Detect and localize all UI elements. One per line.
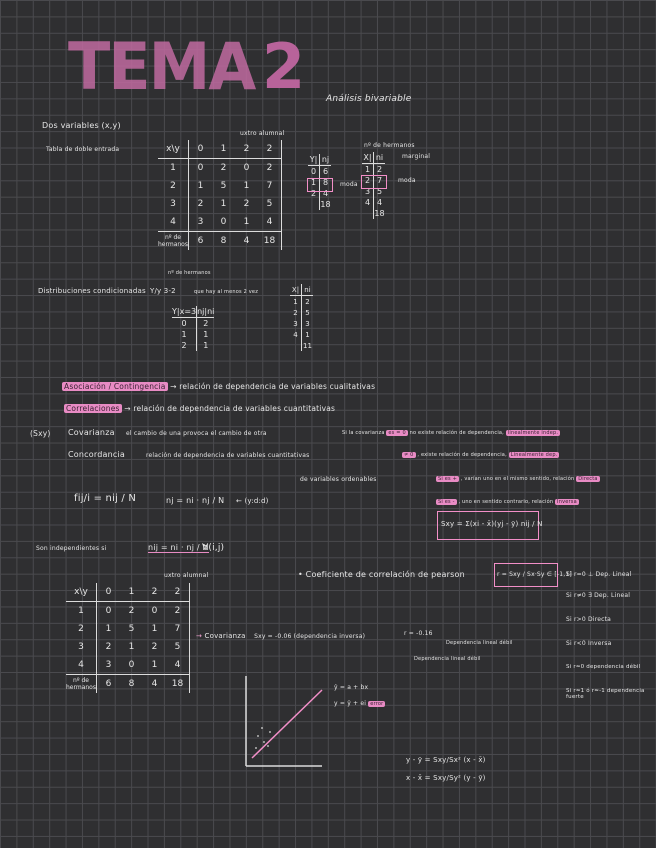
total-cell: 8	[120, 675, 143, 694]
cell: 6	[322, 167, 329, 176]
cell: 1	[203, 330, 209, 339]
cell: 2	[290, 307, 302, 318]
scatter-point	[263, 741, 265, 743]
cell: 1	[220, 199, 227, 209]
cell: 1	[105, 624, 112, 634]
r-value: r = -0.16	[404, 630, 433, 637]
scatter-point	[269, 731, 271, 733]
col-header: 1	[212, 140, 235, 159]
cell: 0	[243, 163, 250, 173]
cell: 5	[128, 624, 135, 634]
cell: 0	[197, 163, 204, 173]
note-highlight: Inversa	[557, 499, 577, 505]
independent-label: Son independientes si	[36, 545, 107, 552]
total-cell: 6	[96, 675, 120, 694]
row-header: 3	[66, 638, 96, 656]
scatter-point	[261, 727, 263, 729]
total-label: nº de hermanos	[158, 232, 188, 251]
scatter-point	[267, 745, 269, 747]
covarianza-desc: el cambio de una provoca el cambio de otra	[126, 430, 267, 437]
conditional-top-note: nº de hermanos	[168, 270, 211, 276]
table1-annotation: uxtro alumnal	[240, 130, 285, 137]
covar-note-2: Dependencia lineal débil	[414, 656, 481, 662]
col-header: 0	[96, 583, 120, 602]
independent-formula: nij = ni · nj / N	[148, 543, 209, 552]
concordancia-desc: relación de dependencia de variables cuantitativas	[146, 452, 310, 459]
note-text: no existe relación de dependencia,	[409, 430, 504, 436]
cell: 5	[166, 638, 190, 656]
error-tag: error	[370, 701, 384, 707]
pearson-label: • Coeficiente de correlación de pearson	[298, 570, 465, 579]
header: ni	[374, 152, 386, 164]
conditional-frequency-formula: fij/i = nij / N	[74, 493, 137, 504]
table-corner: x\y	[158, 140, 188, 159]
cell: 5	[305, 308, 310, 317]
note-text: , varían uno en el mismo sentido, relación	[460, 476, 575, 482]
cell: 1	[290, 296, 302, 308]
cell: 1	[197, 181, 204, 191]
cell: 2	[128, 606, 135, 616]
cell: 2	[197, 199, 204, 209]
covarianza-title: Covarianza	[68, 428, 115, 437]
row-header: 1	[158, 159, 188, 178]
cell: 2	[172, 340, 197, 351]
note-text: , existe relación de dependencia,	[417, 452, 507, 458]
cell: 2	[258, 159, 282, 178]
correlacion-line: Correlaciones → relación de dependencia de variables cuantitativas	[66, 404, 336, 413]
regression-line	[252, 690, 322, 758]
page-title-number: 2	[262, 30, 306, 103]
note-highlight: ≠ 0	[404, 452, 414, 458]
cell: 1	[243, 181, 250, 191]
cell: 2	[243, 199, 250, 209]
col-header: 2	[143, 583, 166, 602]
total-label: nº de hermanos	[66, 675, 96, 694]
total-cell: 18	[258, 232, 282, 251]
row-header: 2	[158, 177, 188, 195]
cell: 0	[308, 166, 320, 178]
table-corner: x\y	[66, 583, 96, 602]
cell: 3	[290, 318, 302, 329]
cell: 5	[376, 187, 383, 196]
cell: 4	[258, 213, 282, 232]
cell: 1	[362, 164, 374, 176]
total-cell: 18	[166, 675, 190, 694]
covar-note-1: Dependencia lineal débil	[446, 640, 513, 646]
concordancia-title: Concordancia	[68, 450, 125, 459]
covar-example: → Covarianza Sxy = -0.06 (dependencia inversa)	[196, 632, 366, 640]
eq2-text: y = ŷ + ei	[334, 700, 367, 707]
nj-formula: nj = ni · nj / N	[166, 496, 225, 505]
moda-label-2: moda	[398, 177, 416, 184]
regression-eq-1: ŷ = a + bx	[334, 684, 369, 691]
note-highlight: linealmente indep.	[507, 430, 559, 436]
page-title: TEMA	[68, 28, 255, 105]
forall-label: ∀(i,j)	[202, 543, 225, 553]
header: Y|x=3	[172, 307, 197, 316]
cell: 0	[128, 660, 135, 670]
cell: 0	[105, 606, 112, 616]
asociacion-desc: relación de dependencia de variables cualitativas	[179, 382, 376, 391]
header: nj|ni	[197, 307, 215, 316]
two-variables-label: Dos variables (x,y)	[42, 121, 121, 130]
cell: 4	[376, 198, 383, 207]
regression-xx: x - x̄ = Sxy/Sy² (y - ȳ)	[406, 774, 486, 782]
total-cell: 6	[188, 232, 212, 251]
header: X|	[363, 153, 372, 162]
cell: 3	[197, 217, 204, 227]
regression-yy: y - ȳ = Sxy/Sx² (x - x̄)	[406, 756, 486, 764]
correlacion-highlight: Correlaciones	[66, 404, 120, 413]
pearson-r-near0: Si r≃0 dependencia débil	[566, 664, 641, 670]
pearson-r-lt0: Si r<0 Inversa	[566, 640, 612, 647]
cell: 1	[308, 177, 320, 188]
row-header: 4	[66, 656, 96, 675]
nj-arrow-note: ← (y:d:d)	[236, 497, 269, 505]
col-header: 2	[166, 583, 190, 602]
conditional-label: Distribuciones condicionadas	[38, 287, 146, 295]
cell: 4	[322, 189, 329, 198]
pearson-formula: r = Sxy / Sx·Sy ∈ [-1,1]	[497, 571, 572, 578]
scatter-point	[257, 735, 259, 737]
header: X|	[290, 284, 302, 296]
page-subtitle: Análisis bivariable	[326, 94, 412, 104]
moda-label: moda	[340, 181, 358, 188]
covar-value: Sxy = -0.06 (dependencia inversa)	[254, 633, 366, 640]
header: Y|	[308, 154, 320, 166]
row-header: 4	[158, 213, 188, 232]
hermanos-label: nº de hermanos	[364, 142, 415, 149]
col-header: 2	[235, 140, 258, 159]
sxy-formula: Sxy = Σ(xi - x̄)(yj - ȳ) nij / N	[441, 520, 543, 528]
cell: 1	[151, 624, 158, 634]
cell: 2	[203, 319, 209, 328]
cell: 2	[308, 188, 320, 199]
note-text: , uno en sentido contrario, relación	[458, 499, 554, 505]
cell: 1	[305, 330, 310, 339]
asociacion-highlight: Asociación / Contingencia	[64, 382, 166, 391]
total: 11	[303, 341, 312, 350]
note-text: Si la covarianza	[342, 430, 385, 436]
cell: 7	[258, 177, 282, 195]
covar-label: Covarianza	[204, 632, 246, 640]
cell: 1	[243, 217, 250, 227]
conditional-note: que hay al menos 2 vez	[194, 289, 259, 295]
cell: 0	[220, 217, 227, 227]
cell: 1	[151, 660, 158, 670]
pearson-r-near1: Si r≃1 ó r≃-1 dependencia fuerte	[566, 688, 645, 700]
note-highlight: Si es -	[438, 499, 455, 505]
pearson-r-gt0: Si r>0 Directa	[566, 616, 612, 623]
ordenables-label: de variables ordenables	[300, 476, 377, 483]
cell: 2	[220, 163, 227, 173]
cell: 2	[166, 602, 190, 621]
note-highlight: Directa	[578, 476, 598, 482]
correlacion-desc: relación de dependencia de variables cuantitativas	[133, 404, 336, 413]
note-highlight: es = 0	[388, 430, 406, 436]
total-cell: 4	[143, 675, 166, 694]
total: 18	[320, 200, 331, 209]
cell: 3	[305, 319, 310, 328]
cell: 5	[258, 195, 282, 213]
regression-eq-2	[334, 700, 385, 707]
col-header: 2	[258, 140, 282, 159]
total: 18	[374, 209, 385, 218]
asociacion-line: Asociación / Contingencia → relación de dependencia de variables cualitativas	[64, 382, 376, 391]
cell: 3	[105, 660, 112, 670]
arrow-text: (y:d:d)	[244, 497, 269, 505]
note-highlight: Linealmente dep.	[510, 452, 558, 458]
cell: 0	[151, 606, 158, 616]
cell: 7	[376, 176, 383, 185]
sxy-label: (Sxy)	[30, 429, 51, 438]
row-header: 3	[158, 195, 188, 213]
cell: 0	[172, 318, 197, 330]
cell: 2	[105, 642, 112, 652]
header: ni	[302, 284, 314, 296]
cell: 5	[220, 181, 227, 191]
note-highlight: Si es +	[438, 476, 458, 482]
row-header: 1	[66, 602, 96, 621]
cell: 7	[166, 620, 190, 638]
cell: 4	[166, 656, 190, 675]
col-header: 1	[120, 583, 143, 602]
cell: 4	[362, 197, 374, 208]
scatter-point	[255, 747, 257, 749]
cell: 1	[128, 642, 135, 652]
cell: 2	[151, 642, 158, 652]
total-cell: 8	[212, 232, 235, 251]
col-header: 0	[188, 140, 212, 159]
cell: 2	[376, 165, 383, 174]
cell: 2	[305, 297, 310, 306]
cell: 4	[290, 329, 302, 340]
conditional-formula: Y/y 3-2	[150, 287, 176, 295]
row-header: 2	[66, 620, 96, 638]
marginal-label: marginal	[402, 153, 431, 160]
cell: 1	[203, 341, 209, 350]
cell: 3	[362, 186, 374, 197]
cell: 1	[172, 329, 197, 340]
header: nj	[320, 154, 332, 166]
pearson-r-eq0: Si r=0 ⊥ Dep. Lineal	[566, 571, 632, 578]
table2-annotation: uxtro alumnal	[164, 572, 209, 579]
pearson-text: Coeficiente de correlación de pearson	[305, 570, 465, 579]
pearson-r-ne0: Si r≠0 ∃ Dep. Lineal	[566, 592, 631, 599]
cell: 2	[362, 175, 374, 186]
cell: 8	[322, 178, 329, 187]
table-label: Tabla de doble entrada	[46, 146, 120, 153]
total-cell: 4	[235, 232, 258, 251]
